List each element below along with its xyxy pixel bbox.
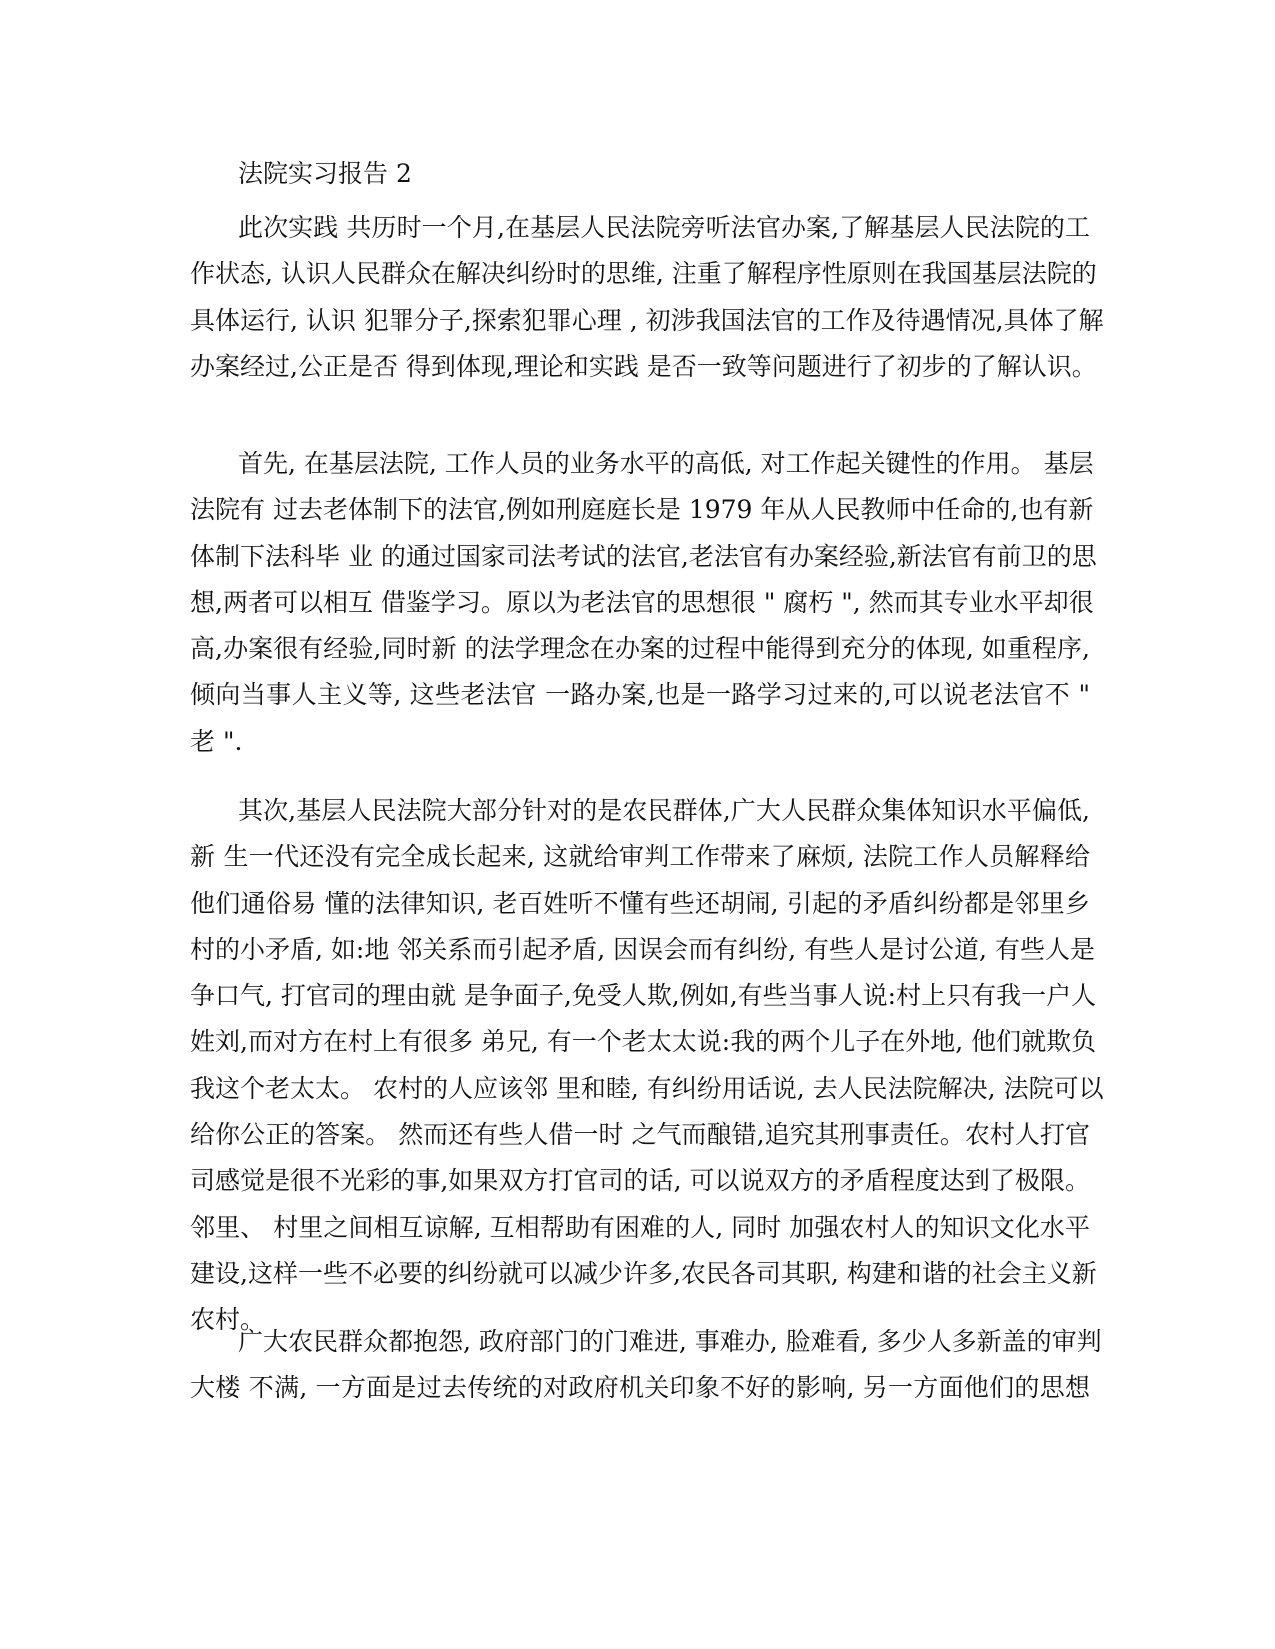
text-line: 广大农民群众都抱怨, 政府部门的门难进, 事难办, 脸难看, 多少人多新盖的审判: [238, 1327, 1102, 1356]
text-line: 此次实践 共历时一个月,在基层人民法院旁听法官办案,了解基层人民法院的工: [238, 213, 1090, 242]
text-line: 姓刘,而对方在村上有很多 弟兄, 有一个老太太说:我的两个儿子在外地, 他们就欺负: [190, 1027, 1097, 1057]
text-line: 建设,这样一些不必要的纠纷就可以减少许多,农民各司其职, 构建和谐的社会主义新: [190, 1258, 1097, 1288]
text-line: 他们通俗易 懂的法律知识, 老百姓听不懂有些还胡闹, 引起的矛盾纠纷都是邻里乡: [190, 888, 1090, 918]
text-line: 邻里、 村里之间相互谅解, 互相帮助有困难的人, 同时 加强农村人的知识文化水平: [190, 1212, 1090, 1242]
text-line: 大楼 不满, 一方面是过去传统的对政府机关印象不好的影响, 另一方面他们的思想: [190, 1373, 1090, 1403]
document-title: 法院实习报告 2: [238, 159, 412, 188]
text-line: 想,两者可以相互 借鉴学习。原以为老法官的思想很 " 腐朽 ", 然而其专业水平却很: [190, 587, 1094, 617]
text-line: 新 生一代还没有完全成长起来, 这就给审判工作带来了麻烦, 法院工作人员解释给: [190, 842, 1090, 872]
text-line: 我这个老太太。 农村的人应该邻 里和睦, 有纠纷用话说, 去人民法院解决, 法院可以: [190, 1073, 1104, 1103]
text-line: 给你公正的答案。 然而还有些人借一时 之气而酿错,追究其刑事责任。农村人打官: [190, 1120, 1090, 1150]
text-line: 司感觉是很不光彩的事,如果双方打官司的话, 可以说双方的矛盾程度达到了极限。: [190, 1166, 1090, 1196]
text-line: 具体运行, 认识 犯罪分子,探索犯罪心理 , 初涉我国法官的工作及待遇情况,具体了解: [190, 305, 1104, 335]
text-line: 争口气, 打官司的理由就 是争面子,免受人欺,例如,有些当事人说:村上只有我一户人: [190, 981, 1097, 1011]
text-line: 农村。: [190, 1305, 266, 1335]
text-line: 办案经过,公正是否 得到体现,理论和实践 是否一致等问题进行了初步的了解认识。: [190, 351, 1097, 381]
text-line: 体制下法科毕 业 的通过国家司法考试的法官,老法官有办案经验,新法官有前卫的思: [190, 541, 1097, 571]
text-line: 倾向当事人主义等, 这些老法官 一路办案,也是一路学习过来的,可以说老法官不 ": [190, 680, 1090, 710]
paragraph-3: [190, 788, 1104, 1344]
text-line: 法院有 过去老体制下的法官,例如刑庭庭长是 1979 年从人民教师中任命的,也有新: [190, 495, 1094, 525]
text-line: 作状态, 认识人民群众在解决纠纷时的思维, 注重了解程序性原则在我国基层法院的: [190, 259, 1097, 289]
paragraph-1: [190, 205, 1104, 390]
text-line: 其次,基层人民法院大部分针对的是农民群体,广大人民群众集体知识水平偏低,: [238, 796, 1090, 825]
paragraph-2: [190, 441, 1097, 765]
text-line: 首先, 在基层法院, 工作人员的业务水平的高低, 对工作起关键性的作用。 基层: [238, 449, 1094, 478]
text-line: 高,办案很有经验,同时新 的法学理念在办案的过程中能得到充分的体现, 如重程序,: [190, 634, 1090, 664]
paragraph-4: [190, 1319, 1102, 1412]
text-line: 村的小矛盾, 如:地 邻关系而引起矛盾, 因误会而有纠纷, 有些人是讨公道, 有些人是: [190, 934, 1095, 964]
text-line: 老 ".: [190, 726, 243, 756]
